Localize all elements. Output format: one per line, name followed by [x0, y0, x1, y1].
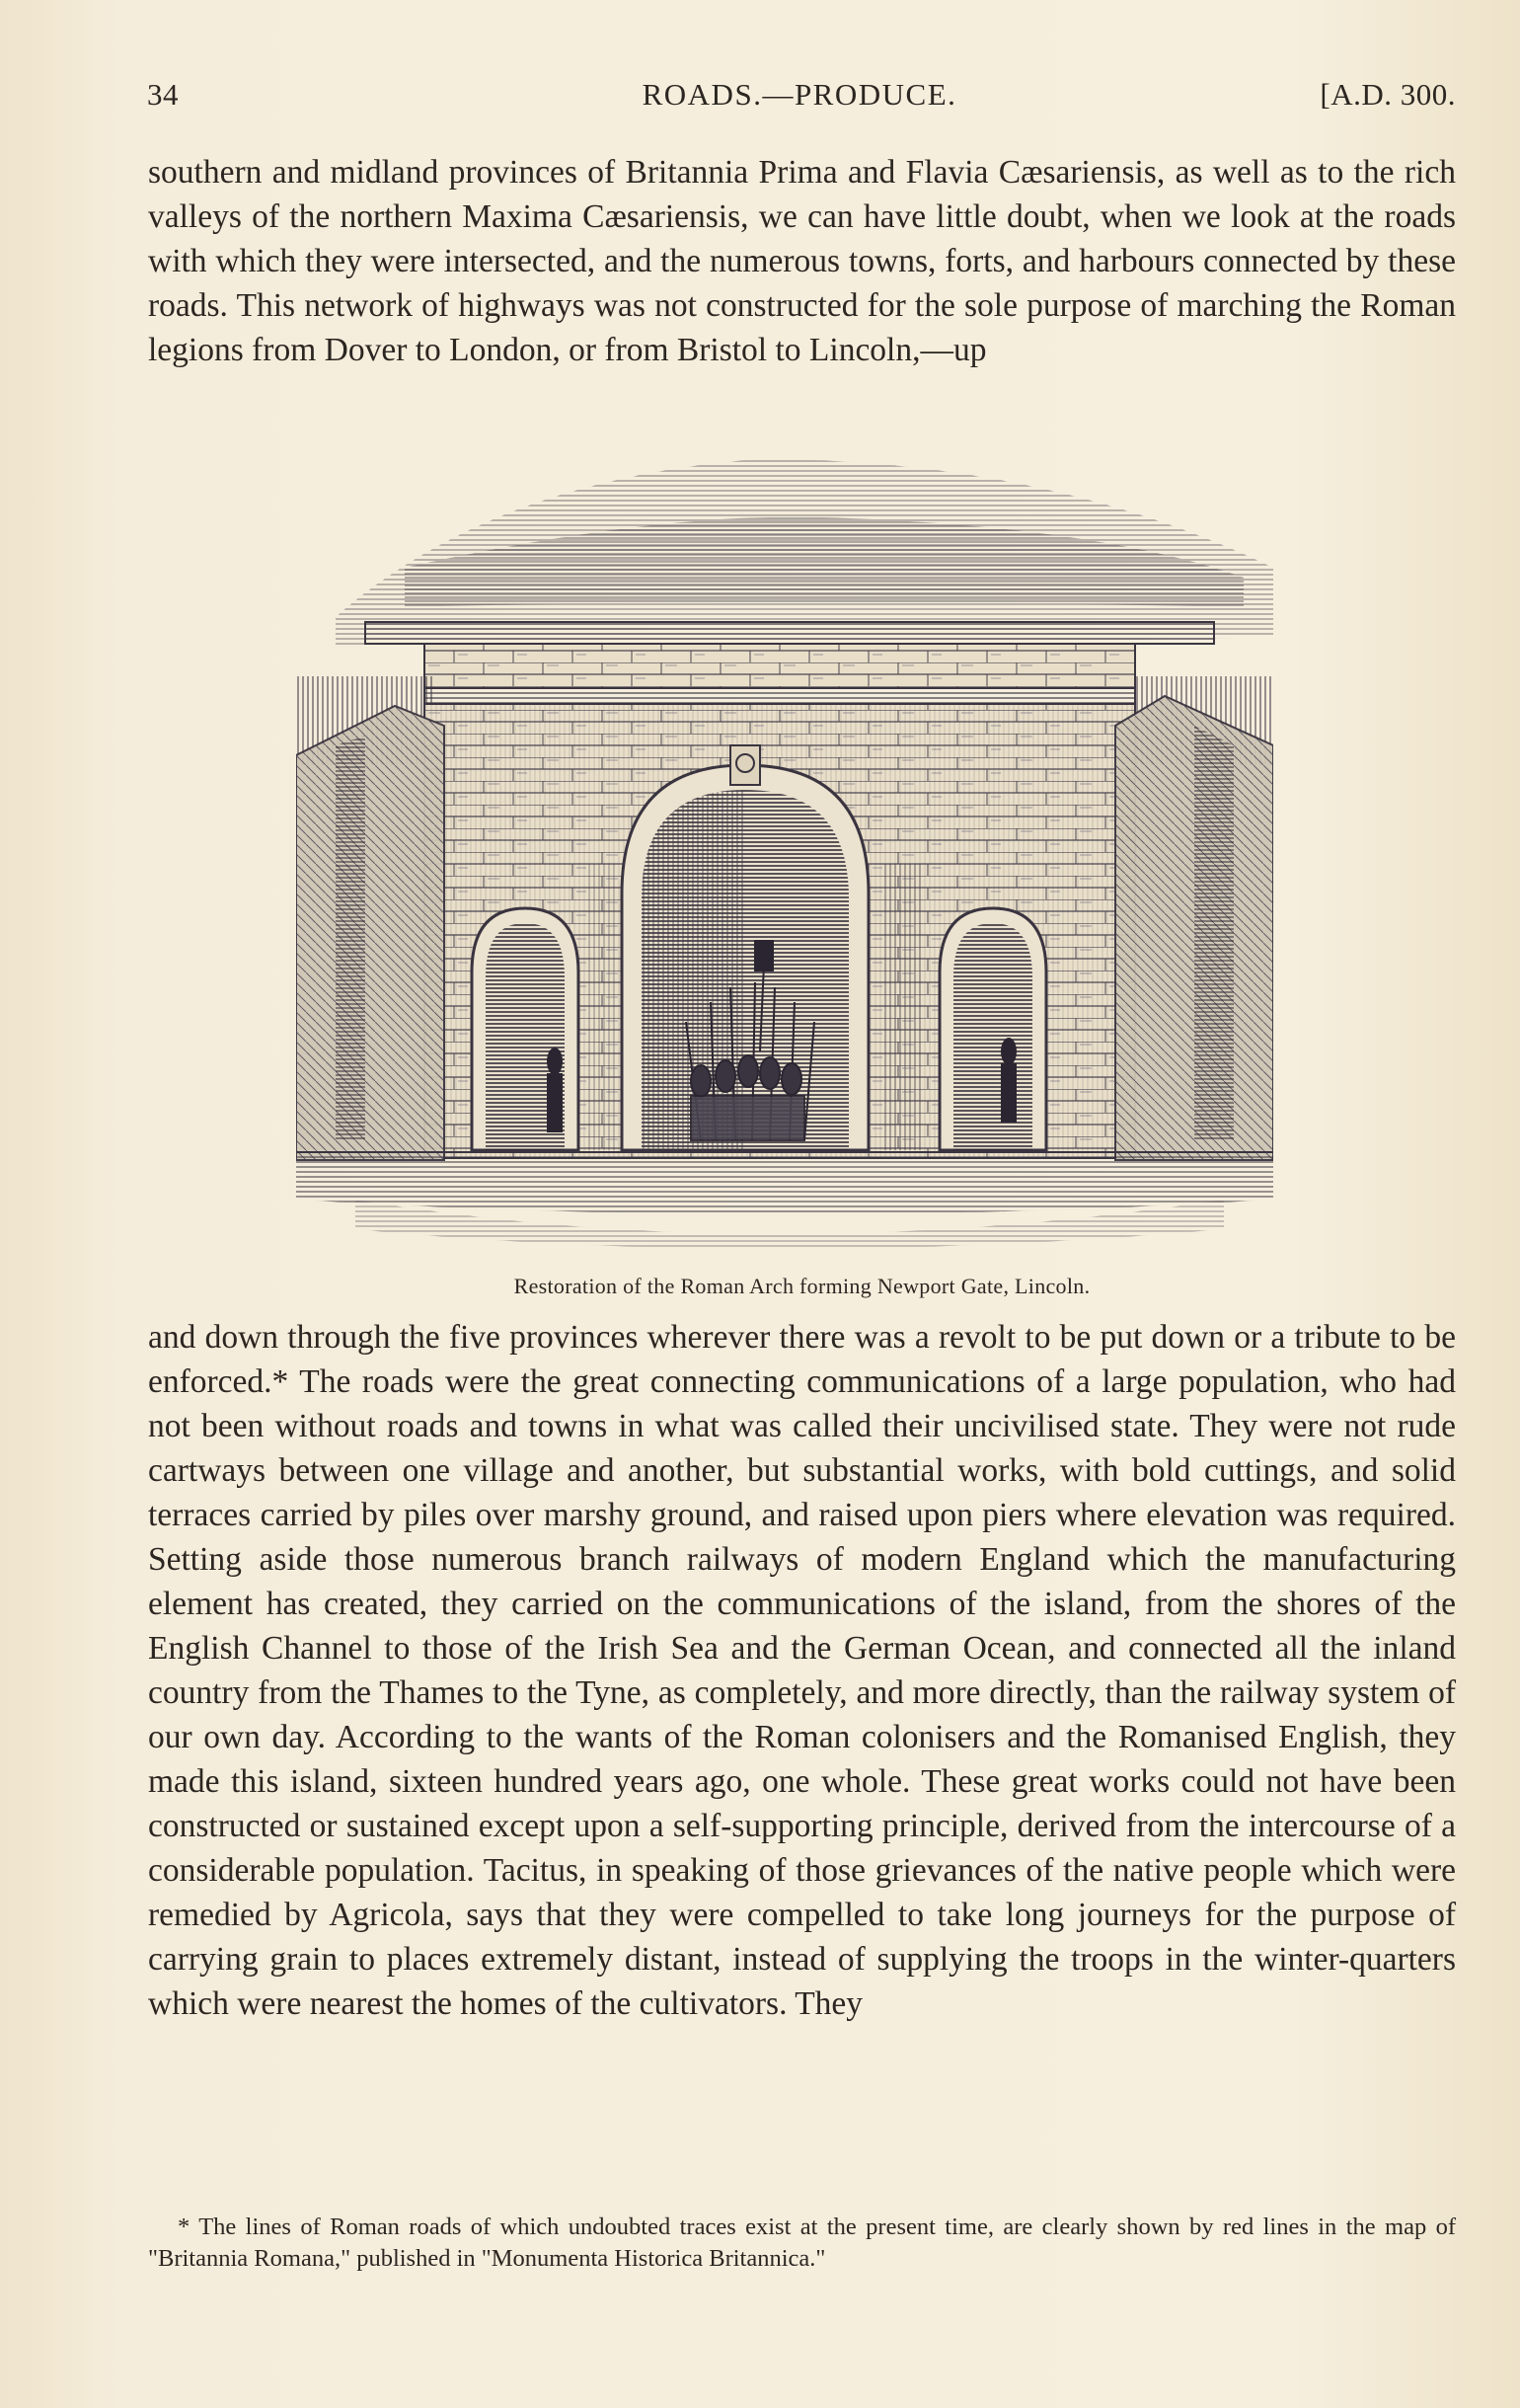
paragraph-bottom-text: and down through the five provinces wherever there was a revolt to be put down or a tribute to be enforced.* The roads were the great connecting communications of a large population, who had not been without roads and towns in what was called their uncivilised state. They were not rude cartways between one village and another, but substantial works, with bold cuttings, and solid terraces carried by piles over marshy ground, and raised upon piers where elevation was required. Setting aside those numerous branch railways of modern England which the manufacturing element has created, they carried on the communications of the island, from the shores of the English Channel to those of the Irish Sea and the German Ocean, and connected all the inland country from the Thames to the Tyne, as completely, and more directly, than the railway system of our own day. According to the wants of the Roman colonisers and the Romanised English, they made this island, sixteen hundred years ago, one whole. These great works could not have been constructed or sustained except upon a self-supporting principle, derived from the intercourse of a considerable population. Tacitus, in speaking of those grievances of the native people which were remedied by Agricola, says that they were compelled to take long journeys for the purpose of carrying grain to places extremely distant, instead of supplying the troops in the winter-quarters which were nearest the homes of the cultivators. They — [148, 1319, 1456, 2022]
roman-arch-engraving-icon — [296, 449, 1273, 1269]
paragraph-top-text: southern and midland provinces of Britannia Prima and Flavia Cæsariensis, as well as to the rich valleys of the northern Maxima Cæsariensis, we can have little doubt, when we look at the roads with which they were intersected, and the numerous towns, forts, and harbours connected by these roads. This network of highways was not constructed for the sole purpose of marching the Roman legions from Dover to London, or from Bristol to Lincoln,—up — [148, 154, 1456, 368]
footnote-text: * The lines of Roman roads of which undoubted traces exist at the present time, are clearly shown by red lines in the map of "Britannia Romana," published in "Monumenta Historica Britannica." — [148, 2214, 1456, 2272]
paragraph-bottom — [148, 1315, 1456, 2026]
page-number: 34 — [147, 77, 179, 112]
header-date: [A.D. 300. — [1320, 77, 1456, 112]
figure-engraving — [296, 449, 1273, 1269]
figure-caption: Restoration of the Roman Arch forming Newport Gate, Lincoln. — [513, 1274, 1091, 1298]
running-title: ROADS.—PRODUCE. — [642, 77, 957, 112]
running-header — [143, 71, 1456, 120]
paragraph-top — [148, 150, 1456, 372]
footnote — [148, 2212, 1456, 2275]
